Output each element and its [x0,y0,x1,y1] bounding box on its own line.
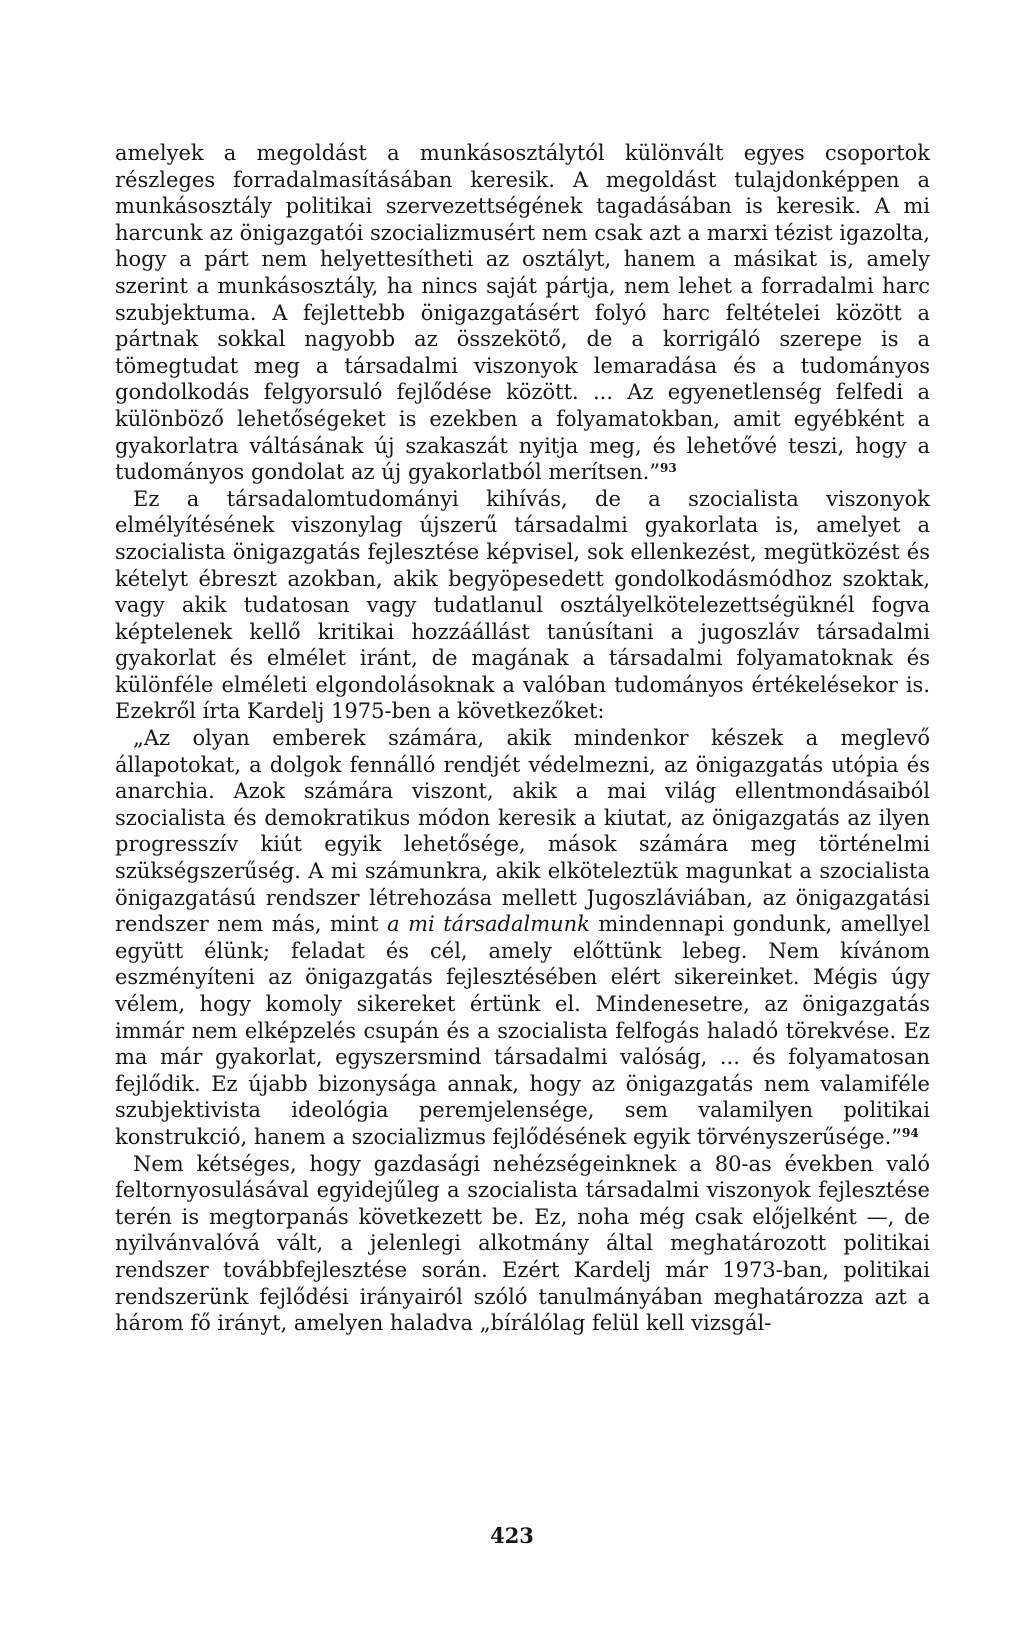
paragraph-2-text: Ez a társadalomtudományi kihívás, de a szocialista viszonyok elmélyítésének viszonylag újszerű társadalmi gyakorlata is, amelyet a szocialista önigazgatás fejlesztése képvisel, sok ellenkezést, megütközést és kételyt ébreszt azokban, akik begyöpesedett gondolkodásmódhoz szoktak, vagy akik tudatosan vagy tudatlanul osztályelkötelezettségüknél fogva képtelenek kellő kritikai hozzáállást tanúsítani a jugoszláv társadalmi gyakorlat és elmélet iránt, de magának a társadalmi folyamatoknak és különféle elméleti elgondolásoknak a valóban tudományos értékelésekor is. Ezekről írta Kardelj 1975-ben a következőket: [115,486,930,724]
paragraph-3-italic: a mi társadalmunk [387,912,590,937]
paragraph-4-text: Nem kétséges, hogy gazdasági nehézségeinknek a 80-as években való feltornyosulásával egyidejűleg a szocialista társadalmi viszonyok fejlesztése terén is megtorpanás következett be. Ez, noha még csak előjelként —, de nyilvánvalóvá vált, a jelenlegi alkotmány által meghatározott politikai rendszer továbbfejlesztése során. Ezért Kardelj már 1973-ban, politikai rendszerünk fejlődési irányairól szóló tanulmányában meghatározza azt a három fő irányt, amelyen haladva „bírálólag felül kell vizsgál- [115,1151,930,1336]
paragraph-2 [115,486,930,725]
paragraph-3-text: „Az olyan emberek számára, akik mindenkor készek a meglevő állapotokat, a dolgok fennálló rendjét védelmezni, az önigazgatás utópia és anarchia. Azok számára viszont, akik a mai világ ellentmondásaiból szocialista és demokratikus módon keresik a kiutat, az önigazgatás az ilyen progresszív kiút egyik lehetősége, mások számára meg történelmi szükségszerűség. A mi számunkra, akik elköteleztük magunkat a szocialista önigazgatású rendszer létrehozása mellett Jugoszláviában, az önigazgatási rendszer nem más, mint [115,726,930,937]
paragraph-4 [115,1151,930,1337]
page-body [115,140,930,1337]
paragraph-1 [115,140,930,486]
page-number: 423 [490,1523,534,1548]
paragraph-3-quote [115,725,930,1151]
footnote-ref-93: 93 [660,461,677,476]
paragraph-1-text: amelyek a megoldást a munkásosztálytól különvált egyes csoportok részleges forradalmasításában keresik. A megoldást tulajdonképpen a munkásosztály politikai szervezettségének tagadásában is keresik. A mi harcunk az önigazgatói szocializmusért nem csak azt a marxi tézist igazolta, hogy a párt nem helyettesítheti az osztályt, hanem a másikat is, amely szerint a munkásosztály, ha nincs saját pártja, nem lehet a forradalmi harc szubjektuma. A fejlettebb önigazgatásért folyó harc feltételei között a pártnak sokkal nagyobb az összekötő, de a korrigáló szerepe is a tömegtudat meg a társadalmi viszonyok lemaradása és a tudományos gondolkodás felgyorsuló fejlődése között. ... Az egyenetlenség felfedi a különböző lehetőségeket is ezekben a folyamatokban, amit egyébként a gyakorlatra váltásának új szakaszát nyitja meg, és lehetővé teszi, hogy a tudományos gondolat az új gyakorlatból merítsen.” [115,141,930,485]
footnote-ref-94: 94 [902,1125,919,1140]
paragraph-3-text-after: mindennapi gondunk, amellyel együtt élünk; feladat és cél, amely előttünk lebeg. Nem kívánom eszményíteni az önigazgatás fejlesztésében elért sikereinket. Mégis úgy vélem, hogy komoly sikereket értünk el. Mindenesetre, az önigazgatás immár nem elképzelés csupán és a szocialista felfogás haladó törekvése. Ez ma már gyakorlat, egyszersmind társadalmi valóság, ... és folyamatosan fejlődik. Ez újabb bizonysága annak, hogy az önigazgatás nem valamiféle szubjektivista ideológia peremjelensége, sem valamilyen politikai konstrukció, hanem a szocializmus fejlődésének egyik törvényszerűsége.” [115,912,930,1149]
